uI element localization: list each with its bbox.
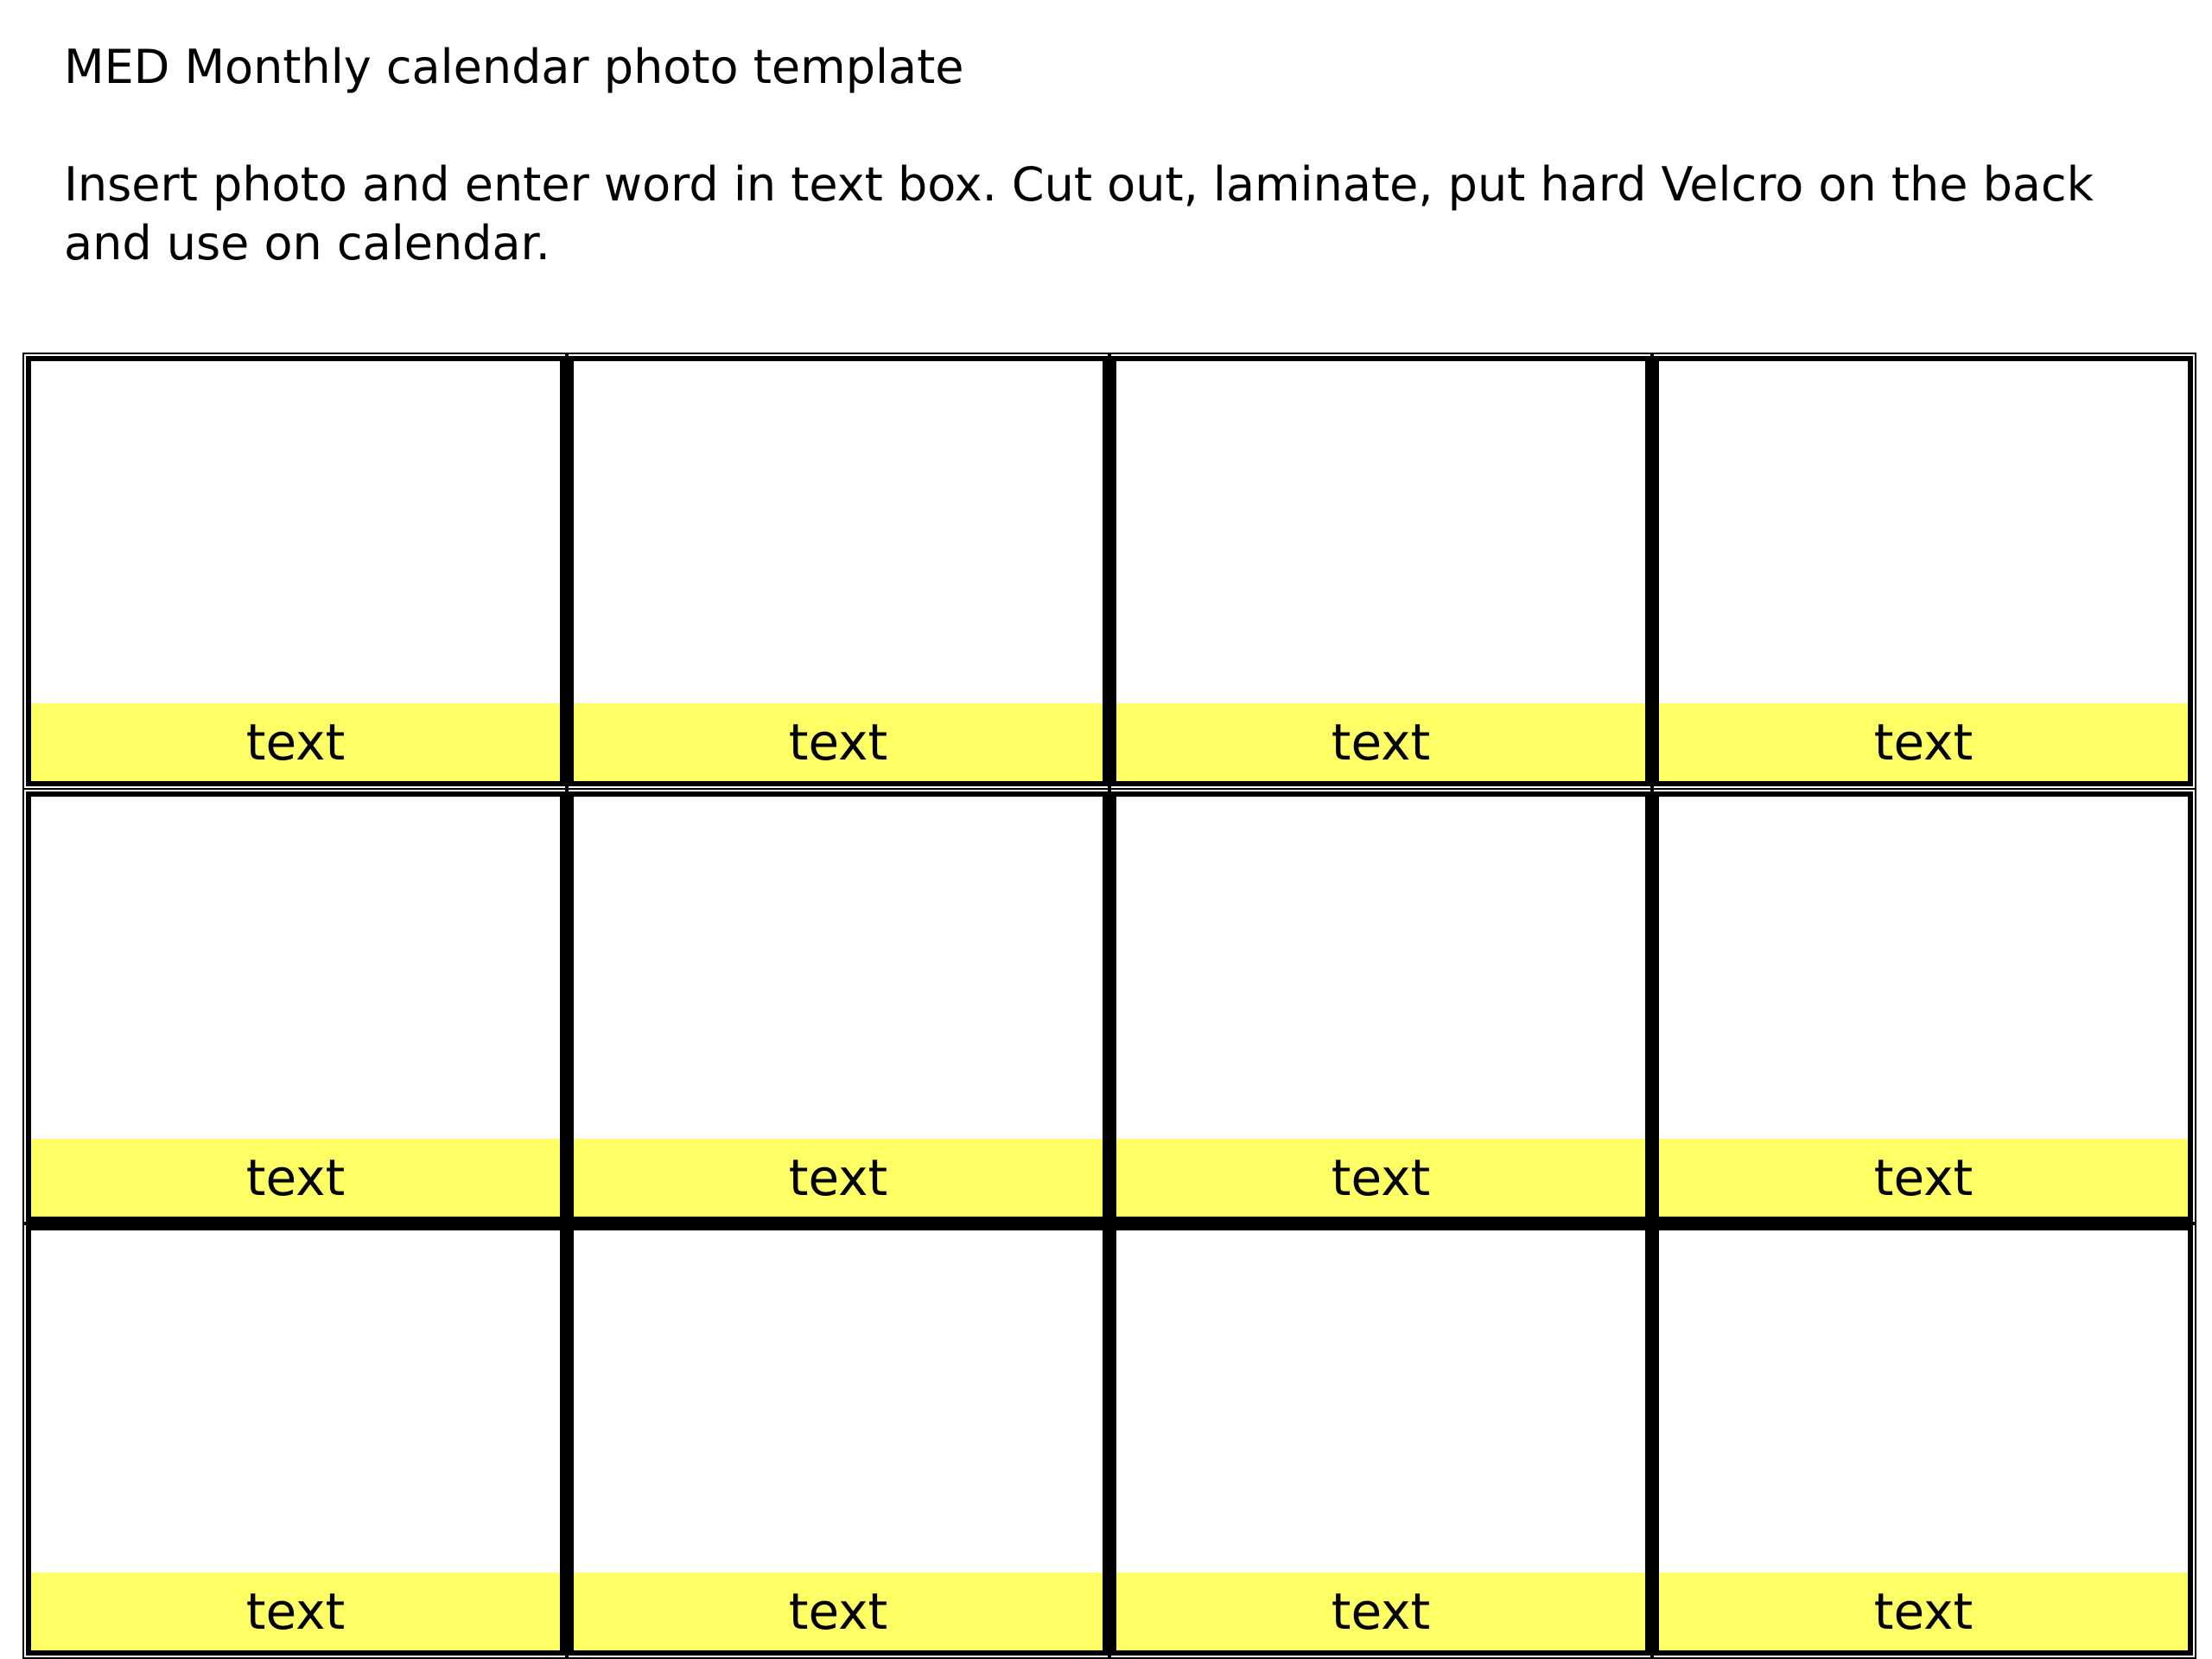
photo-card [26,1225,565,1656]
document-title: MED Monthly calendar photo template [64,40,964,94]
photo-placeholder[interactable] [1116,1230,1645,1578]
photo-card [569,791,1108,1222]
card-label-text-box[interactable]: text [1116,703,1645,781]
photo-placeholder[interactable] [1659,1230,2188,1578]
card-label-text-box[interactable]: text [31,703,560,781]
card-label-text-box[interactable]: text [31,1139,560,1217]
photo-card [1111,791,1650,1222]
photo-placeholder[interactable] [31,1230,560,1578]
photo-placeholder[interactable] [574,797,1103,1144]
photo-card [1654,356,2193,786]
card-label-text-box[interactable]: text [1116,1139,1645,1217]
photo-placeholder[interactable] [1659,361,2188,709]
photo-placeholder[interactable] [574,1230,1103,1578]
photo-placeholder[interactable] [31,797,560,1144]
photo-placeholder[interactable] [1116,361,1645,709]
photo-card [1111,1225,1650,1656]
photo-placeholder[interactable] [31,361,560,709]
photo-placeholder[interactable] [1116,797,1645,1144]
photo-card [1111,356,1650,786]
card-label-text-box[interactable]: text [1659,1139,2188,1217]
photo-placeholder[interactable] [574,361,1103,709]
photo-card [569,1225,1108,1656]
card-label-text-box[interactable]: text [1116,1573,1645,1650]
photo-card [26,791,565,1222]
photo-card-grid [26,356,2195,1652]
photo-card [569,356,1108,786]
card-label-text-box[interactable]: text [574,703,1103,781]
card-label-text-box[interactable]: text [1659,703,2188,781]
photo-card [1654,1225,2193,1656]
photo-placeholder[interactable] [1659,797,2188,1144]
photo-card [26,356,565,786]
card-label-text-box[interactable]: text [574,1573,1103,1650]
instructions-text: Insert photo and enter word in text box. Cut out, laminate, put hard Velcro on the back and use on calendar. [64,157,2094,270]
card-label-text-box[interactable]: text [31,1573,560,1650]
card-label-text-box[interactable]: text [1659,1573,2188,1650]
card-label-text-box[interactable]: text [574,1139,1103,1217]
photo-card [1654,791,2193,1222]
